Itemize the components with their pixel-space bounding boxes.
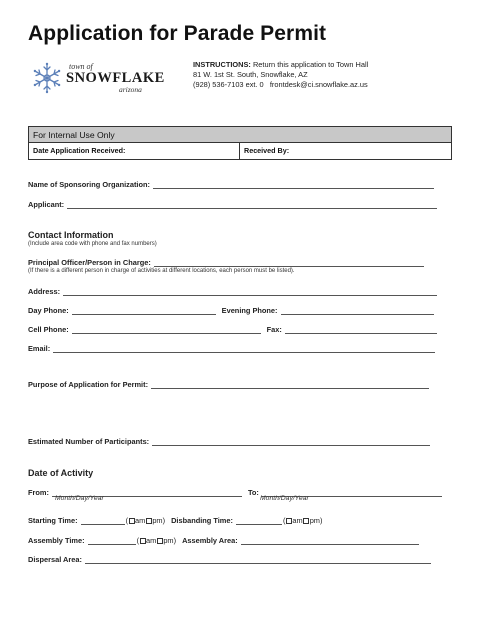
paren-close: ) — [173, 536, 177, 545]
assembly-time-label: Assembly Time: — [28, 536, 85, 545]
instructions-text: Return this application to Town Hall — [252, 60, 369, 69]
applicant-field[interactable] — [67, 201, 437, 209]
organization-row — [28, 180, 434, 189]
am-label: am — [135, 516, 146, 525]
applicant-row — [28, 200, 437, 209]
purpose-row — [28, 380, 429, 389]
start-pm-checkbox[interactable] — [146, 518, 152, 524]
cell-phone-label: Cell Phone: — [28, 325, 69, 334]
principal-officer-field[interactable] — [154, 259, 424, 267]
logo-town-text: town of — [69, 62, 93, 71]
address-row — [28, 287, 437, 296]
evening-phone-label: Evening Phone: — [221, 306, 278, 315]
disband-am-checkbox[interactable] — [286, 518, 292, 524]
assembly-row — [28, 536, 419, 545]
received-by-label: Received By: — [244, 146, 290, 155]
page-title: Application for Parade Permit — [28, 22, 327, 45]
organization-label: Name of Sponsoring Organization: — [28, 180, 150, 189]
purpose-field[interactable] — [151, 381, 429, 389]
dispersal-row — [28, 555, 431, 564]
disbanding-time-field[interactable] — [236, 517, 282, 525]
start-disband-row — [28, 516, 322, 525]
contact-note: (Include area code with phone and fax numbers) — [28, 241, 157, 247]
am-label: am — [292, 516, 303, 525]
principal-officer-note: (If there is a different person in charge of activities at different locations, each person must be listed). — [28, 268, 295, 274]
logo-name-text: SNOWFLAKE — [66, 70, 165, 86]
instructions-address: 81 W. 1st St. South, Snowflake, AZ — [193, 70, 308, 80]
assembly-pm-checkbox[interactable] — [157, 538, 163, 544]
email-row — [28, 344, 435, 353]
to-label: To: — [247, 488, 259, 497]
assembly-area-field[interactable] — [241, 537, 419, 545]
purpose-label: Purpose of Application for Permit: — [28, 380, 149, 389]
to-date-format: Month/Day/Year — [260, 495, 309, 502]
participants-field[interactable] — [152, 438, 430, 446]
paren-close: ) — [319, 516, 323, 525]
paren-close: ) — [162, 516, 166, 525]
participants-row — [28, 437, 430, 446]
day-phone-label: Day Phone: — [28, 306, 69, 315]
internal-use-heading: For Internal Use Only — [29, 127, 451, 143]
start-am-checkbox[interactable] — [129, 518, 135, 524]
cell-fax-row — [28, 325, 437, 334]
from-date-format: Month/Day/Year — [55, 495, 104, 502]
disband-pm-checkbox[interactable] — [303, 518, 309, 524]
evening-phone-field[interactable] — [281, 307, 434, 315]
instructions-email: frontdesk@ci.snowflake.az.us — [269, 80, 368, 90]
email-field[interactable] — [53, 345, 435, 353]
principal-officer-row — [28, 258, 424, 267]
fax-field[interactable] — [285, 326, 437, 334]
instructions-phone: (928) 536-7103 ext. 0 — [193, 80, 264, 90]
starting-time-label: Starting Time: — [28, 516, 78, 525]
contact-heading: Contact Information — [28, 230, 114, 240]
pm-label: pm — [152, 516, 163, 525]
email-label: Email: — [28, 344, 51, 353]
organization-field[interactable] — [153, 181, 434, 189]
instructions-block — [193, 60, 368, 91]
internal-use-box — [28, 126, 452, 160]
from-label: From: — [28, 488, 49, 497]
address-label: Address: — [28, 287, 61, 296]
town-logo — [31, 60, 165, 98]
activity-heading: Date of Activity — [28, 468, 94, 478]
dispersal-area-label: Dispersal Area: — [28, 555, 82, 564]
pm-label: pm — [163, 536, 174, 545]
paren-open: ( — [125, 516, 129, 525]
cell-phone-field[interactable] — [72, 326, 261, 334]
pm-label: pm — [309, 516, 320, 525]
logo-state-text: arizona — [119, 85, 142, 94]
dispersal-area-field[interactable] — [85, 556, 431, 564]
assembly-time-field[interactable] — [88, 537, 136, 545]
assembly-am-checkbox[interactable] — [140, 538, 146, 544]
paren-open: ( — [136, 536, 140, 545]
participants-label: Estimated Number of Participants: — [28, 437, 150, 446]
starting-time-field[interactable] — [81, 517, 125, 525]
instructions-label: INSTRUCTIONS: — [193, 60, 251, 69]
paren-open: ( — [282, 516, 286, 525]
assembly-area-label: Assembly Area: — [182, 536, 238, 545]
am-label: am — [146, 536, 157, 545]
date-received-label: Date Application Received: — [29, 143, 240, 159]
applicant-label: Applicant: — [28, 200, 65, 209]
phone-row — [28, 306, 434, 315]
address-field[interactable] — [63, 288, 437, 296]
disbanding-time-label: Disbanding Time: — [171, 516, 233, 525]
day-phone-field[interactable] — [72, 307, 216, 315]
snowflake-icon — [31, 62, 63, 94]
fax-label: Fax: — [266, 325, 282, 334]
principal-officer-label: Principal Officer/Person in Charge: — [28, 258, 151, 267]
